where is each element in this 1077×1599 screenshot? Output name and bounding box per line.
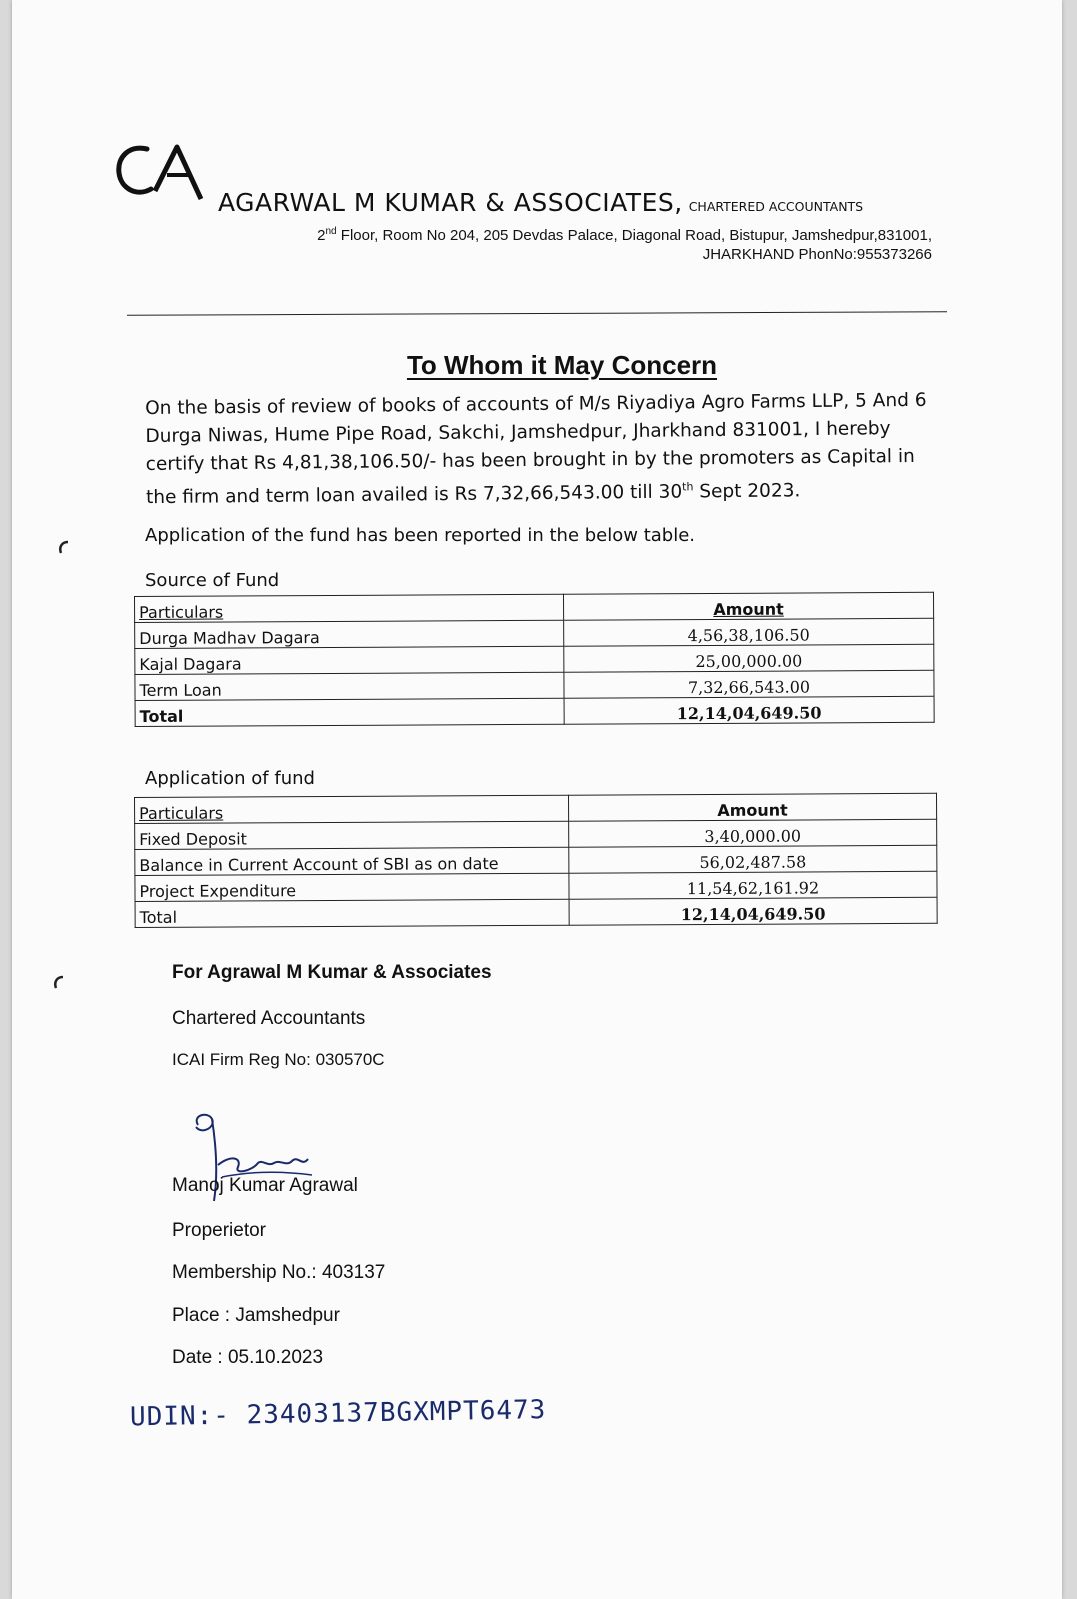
signatory-role: Properietor (172, 1220, 266, 1241)
ca-logo (107, 135, 217, 215)
membership-no: Membership No.: 403137 (172, 1262, 386, 1283)
total-row (135, 897, 937, 927)
letter-page (12, 0, 1062, 1599)
address-line-2: JHARKHAND PhonNo:955373266 (702, 246, 932, 263)
firm-designation: CHARTERED ACCOUNTANTS (688, 199, 864, 214)
udin-handwritten: UDIN:- 23403137BGXMPT6473 (129, 1395, 547, 1433)
letterhead-divider (127, 311, 947, 316)
particular-cell: Term Loan (135, 672, 564, 700)
particular-cell: Project Expenditure (135, 873, 569, 901)
header-particulars: Particulars (135, 795, 569, 823)
amount-cell: 3,40,000.00 (569, 819, 937, 847)
total-label: Total (135, 698, 564, 726)
source-fund-table (134, 592, 935, 727)
particular-cell: Balance in Current Account of SBI as on date (135, 847, 569, 875)
firm-name-text: AGARWAL M KUMAR & ASSOCIATES, (218, 188, 683, 217)
date: Date : 05.10.2023 (172, 1347, 324, 1368)
particular-cell: Durga Madhav Dagara (135, 620, 564, 648)
amount-cell: 56,02,487.58 (569, 845, 937, 873)
amount-cell: 4,56,38,106.50 (564, 618, 934, 646)
amount-cell: 7,32,66,543.00 (564, 670, 934, 698)
svg-text:CA: CA (162, 210, 164, 211)
header-amount: Amount (568, 793, 936, 821)
application-table-title: Application of fund (145, 768, 315, 789)
application-note: Application of the fund has been reported in the below table. (145, 525, 696, 546)
scan-mark (52, 975, 64, 989)
total-row (135, 696, 934, 726)
total-amount: 12,14,04,649.50 (569, 897, 937, 925)
table-row (135, 871, 937, 901)
firm-name (218, 188, 938, 217)
source-table-title: Source of Fund (145, 570, 280, 591)
scan-mark (57, 540, 69, 554)
amount-cell: 25,00,000.00 (564, 644, 934, 672)
letter-heading: To Whom it May Concern (406, 350, 718, 380)
header-amount: Amount (563, 592, 933, 620)
total-label: Total (135, 899, 569, 927)
certification-text: On the basis of review of books of accounts of M/s Riyadiya Agro Farms LLP, 5 And 6 Durga Niwas, Hume Pipe Road, Sakchi, Jamshedpur, Jharkhand 831001, I hereby certify that Rs 4,81,38,106.50/- has been brought in by the promoters as Capital in the firm and term loan availed is Rs 7,32,66,543.00 till 30th Sept 2023. (145, 389, 927, 509)
place: Place : Jamshedpur (172, 1305, 340, 1326)
particular-cell: Fixed Deposit (135, 821, 569, 849)
particular-cell: Kajal Dagara (135, 646, 564, 674)
address-line-1: 2nd Floor, Room No 204, 205 Devdas Palace, Diagonal Road, Bistupur, Jamshedpur,831001, (317, 226, 932, 244)
for-firm-line: For Agrawal M Kumar & Associates (172, 962, 492, 983)
amount-cell: 11,54,62,161.92 (569, 871, 937, 899)
header-particulars: Particulars (135, 594, 564, 622)
application-fund-table (134, 793, 938, 928)
firm-reg-no: ICAI Firm Reg No: 030570C (172, 1050, 385, 1069)
total-amount: 12,14,04,649.50 (564, 696, 934, 724)
signoff-designation: Chartered Accountants (172, 1008, 366, 1029)
signatory-name: Manoj Kumar Agrawal (172, 1175, 358, 1196)
certification-paragraph (145, 387, 946, 513)
